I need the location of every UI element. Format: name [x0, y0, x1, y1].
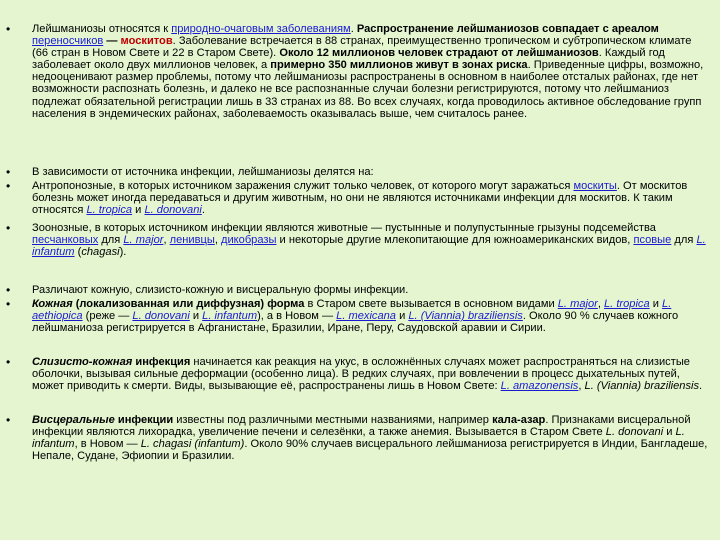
bold-text: Около 12 миллионов человек страдают от лейшманиозов — [279, 47, 599, 60]
term-link[interactable]: ленивцы — [169, 234, 215, 247]
text-run: Зоонозные, в которых источником инфекции являются животные — пустынные и полупустынные грызуны подсемейства — [32, 222, 656, 234]
text-run: , — [214, 234, 221, 247]
text-run: . Около 90% случаев висцерального лейшманиоза регистрируется в Индии, Бангладеше, Непале, Судане, Эфиопии и Бразилии. — [32, 438, 708, 463]
paragraph-visceral — [32, 414, 708, 462]
term-link[interactable]: дикобразы — [221, 234, 277, 247]
text-run: и — [132, 204, 145, 217]
bullet-icon: • — [6, 179, 11, 193]
species-link[interactable]: L. amazonensis — [500, 380, 579, 393]
paragraph-cutaneous — [32, 298, 708, 334]
term-link[interactable]: песчанковых — [32, 234, 99, 247]
text-run: . Признаками висцеральной инфекции являются лихорадка, увеличение печени и селезёнки, а также анемия. Вызывается в Старом Свете — [32, 414, 691, 439]
bold-italic-text: Кожная — [32, 298, 73, 310]
text-run: . Каждый год заболевает около двух миллионов человек, а — [32, 47, 665, 72]
italic-text: L. infantum — [32, 426, 685, 451]
bold-text: Распространение лейшманиозов совпадает с ареалом — [356, 23, 659, 35]
species-link[interactable]: L. donovani — [132, 310, 190, 323]
text-run: для — [98, 234, 124, 247]
bullet-icon: • — [6, 355, 11, 369]
bullet-icon: • — [6, 297, 11, 311]
species-link[interactable]: L. tropica — [86, 204, 133, 217]
species-link[interactable]: L. infantum — [32, 234, 706, 259]
species-link[interactable]: L. major — [557, 298, 598, 310]
species-link[interactable]: L. mexicana — [336, 310, 396, 323]
text-run: . Около 90 % случаев кожного лейшманиоза регистрируется в Афганистане, Бразилии, Иране, Перу, Саудовской аравии и Сирии. — [32, 310, 679, 335]
text-run: и — [395, 310, 409, 323]
text-run: Различают кожную, слизисто-кожную и висцеральную формы инфекции. — [32, 284, 409, 296]
paragraph-forms — [32, 284, 708, 296]
bold-text: инфекция — [132, 356, 191, 368]
bold-italic-text: Висцеральные — [32, 414, 115, 426]
bullet-icon: • — [6, 22, 11, 36]
text-run: . От москитов болезнь может иногда передаваться и другим животным, но они не являются источниками инфекции для москитов. К таким относятся — [32, 180, 688, 217]
text-run: в Старом свете вызывается в основном видами — [304, 298, 558, 310]
text-run: и некоторые другие млекопитающие для южноамериканских видов, — [276, 234, 634, 247]
italic-text: L. chagasi (infantum) — [140, 438, 245, 451]
bold-text: инфекции — [114, 414, 174, 426]
paragraph-anthroponotic — [32, 180, 708, 216]
term-link[interactable]: природно-очаговым заболеваниям — [171, 23, 351, 35]
text-run: и — [663, 426, 676, 439]
term-link[interactable]: переносчиков — [32, 35, 104, 48]
text-run: Лейшманиозы относятся к — [32, 23, 172, 35]
text-run: В зависимости от источника инфекции, лейшманиозы делятся на: — [32, 166, 374, 178]
text-run: (реже — — [82, 310, 133, 323]
text-run: ). — [119, 246, 127, 259]
text-run: . — [699, 380, 703, 393]
text-run: и — [189, 310, 203, 323]
species-link[interactable]: L. major — [123, 234, 164, 247]
species-link[interactable]: L. aethiopica — [32, 298, 672, 323]
bold-italic-text: Слизисто-кожная — [32, 356, 133, 368]
text-run: ( — [74, 246, 82, 259]
italic-text: chagasi — [81, 246, 120, 259]
text-run: начинается как реакция на укус, в осложнённых случаях может распространяться на слизистые оболочки, вызывая сильные деформации (особенно лица). В редких случаях, при вовлечении в процесс дыхательных путей, может приводить к смерти. Виды, вызывающие её, распространены лишь в Новом Свете: — [32, 356, 690, 393]
text-run: ), а в Новом — — [257, 310, 337, 323]
species-link[interactable]: L. donovani — [144, 204, 202, 217]
bullet-icon: • — [6, 283, 11, 297]
text-run: . Приведенные цифры, возможно, недооценивают размер проблемы, потому что лейшманиозы распространены в основном в наиболее отсталых районах, где нет возможности распознать болезнь, и далеко не все распознанные случаи болезни регистрируются, потому что лейшманиоз подлежат обязательной регистрации лишь в 33 странах из 88. Во всех случаях, когда проводилось активное обследование групп населения в эндемических районах, заболеваемость оказывалась выше, чем считалось ранее. — [32, 59, 704, 120]
paragraph-classification-intro — [32, 166, 708, 178]
species-link[interactable]: L. tropica — [604, 298, 650, 310]
text-run: . — [201, 204, 205, 217]
paragraph-zoonotic — [32, 222, 708, 258]
paragraph-distribution — [32, 23, 708, 120]
text-run: , — [597, 298, 605, 310]
bullet-icon: • — [6, 413, 11, 427]
bold-text: кала-азар — [492, 414, 546, 426]
text-run: , — [163, 234, 170, 247]
text-run: , в Новом — — [74, 438, 141, 451]
text-run: . — [350, 23, 357, 35]
bold-text: — — [103, 35, 121, 48]
bullet-icon: • — [6, 165, 11, 179]
highlight-text: москитов — [120, 35, 173, 48]
text-run: , — [578, 380, 585, 393]
paragraph-mucocutaneous — [32, 356, 708, 392]
bold-text: примерно 350 миллионов живут в зонах риска — [270, 59, 528, 72]
bold-text: (локализованная или диффузная) форма — [72, 298, 305, 310]
text-run: Антропонозные, в которых источником заражения служит только человек, от которого могут заражаться — [32, 180, 574, 192]
italic-text: L. (Viannia) braziliensis — [584, 380, 700, 393]
text-run: известны под различными местными названиями, например — [173, 414, 493, 426]
italic-text: L. donovani — [605, 426, 664, 439]
text-run: . Заболевание встречается в 88 странах, преимущественно тропическом и субтропическом климате (66 стран в Новом Свете и 22 в Старом Свете). — [32, 35, 692, 60]
bullet-icon: • — [6, 221, 11, 235]
text-run: для — [671, 234, 697, 247]
term-link[interactable]: москиты — [573, 180, 617, 192]
term-link[interactable]: псовые — [633, 234, 672, 247]
species-link[interactable]: L. (Viannia) braziliensis — [408, 310, 523, 323]
text-run: и — [649, 298, 663, 310]
species-link[interactable]: L. infantum — [202, 310, 258, 323]
